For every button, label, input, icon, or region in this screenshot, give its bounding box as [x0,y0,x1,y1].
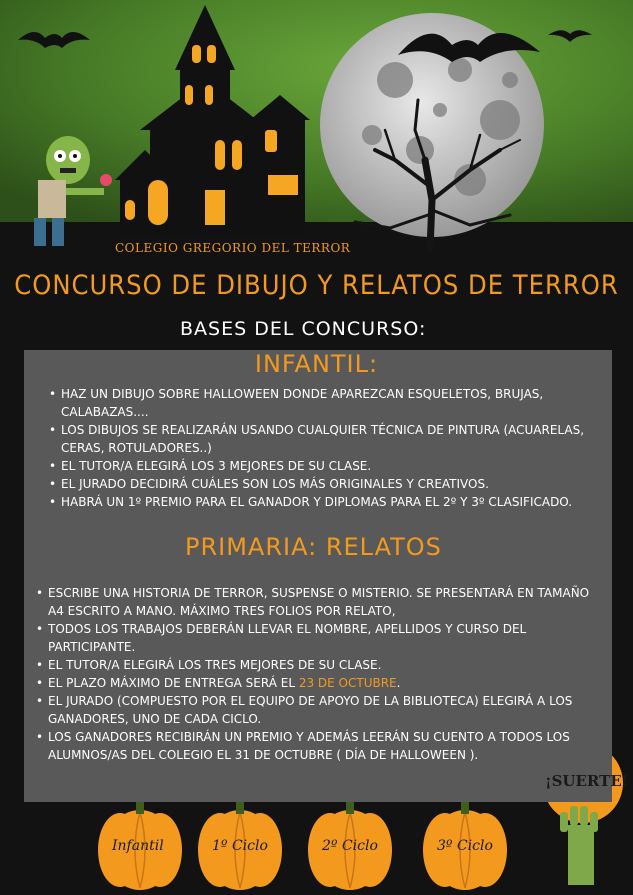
list-item [48,674,598,692]
infantil-rules-list [61,385,606,511]
page-title: CONCURSO DE DIBUJO Y RELATOS DE TERROR [14,270,619,301]
list-item: • EL TUTOR/A ELEGIRÁ LOS 3 MEJORES DE SU CLASE. [61,457,606,475]
list-item: • LOS GANADORES RECIBIRÁN UN PREMIO Y ADEMÁS LEERÁN SU CUENTO A TODOS LOS ALUMNOS/AS DEL COLEGIO EL 31 DE OCTUBRE ( DÍA DE HALLOWEEN ). [48,728,598,764]
contest-rules-heading: BASES DEL CONCURSO: [180,318,427,340]
list-item: • HAZ UN DIBUJO SOBRE HALLOWEEN DONDE APAREZCAN ESQUELETOS, BRUJAS, CALABAZAS.... [61,385,606,421]
pumpkin-label-ciclo-1: 1º Ciclo [212,838,268,854]
primaria-rules-list [48,584,598,764]
list-item: • EL JURADO (COMPUESTO POR EL EQUIPO DE APOYO DE LA BIBLIOTECA) ELEGIRÁ A LOS GANADORES, UNO DE CADA CICLO. [48,692,598,728]
list-item: • ESCRIBE UNA HISTORIA DE TERROR, SUSPENSE O MISTERIO. SE PRESENTARÁ EN TAMAÑO A4 ESCRITO A MANO. MÁXIMO TRES FOLIOS POR RELATO, [48,584,598,620]
school-name: COLEGIO GREGORIO DEL TERROR [115,241,351,255]
list-item: • EL JURADO DECIDIRÁ CUÁLES SON LOS MÁS ORIGINALES Y CREATIVOS. [61,475,606,493]
deadline-suffix: . [396,676,401,690]
pumpkin-label-ciclo-3: 3º Ciclo [437,838,493,854]
list-item: • LOS DIBUJOS SE REALIZARÁN USANDO CUALQUIER TÉCNICA DE PINTURA (ACUARELAS, CERAS, ROTULADORES..) [61,421,606,457]
primaria-heading: PRIMARIA: RELATOS [185,533,442,561]
infantil-heading: INFANTIL: [254,350,379,378]
luck-text: ¡SUERTE! [545,772,629,790]
deadline-prefix: EL PLAZO MÁXIMO DE ENTREGA SERÁ EL [48,676,299,690]
pumpkin-label-infantil: Infantil [112,838,164,854]
list-item: • EL TUTOR/A ELEGIRÁ LOS TRES MEJORES DE SU CLASE. [48,656,598,674]
pumpkin-label-ciclo-2: 2º Ciclo [322,838,378,854]
deadline-date: 23 DE OCTUBRE [298,676,397,690]
list-item: • TODOS LOS TRABAJOS DEBERÁN LLEVAR EL NOMBRE, APELLIDOS Y CURSO DEL PARTICIPANTE. [48,620,598,656]
list-item: • HABRÁ UN 1º PREMIO PARA EL GANADOR Y DIPLOMAS PARA EL 2º Y 3º CLASIFICADO. [61,493,606,511]
